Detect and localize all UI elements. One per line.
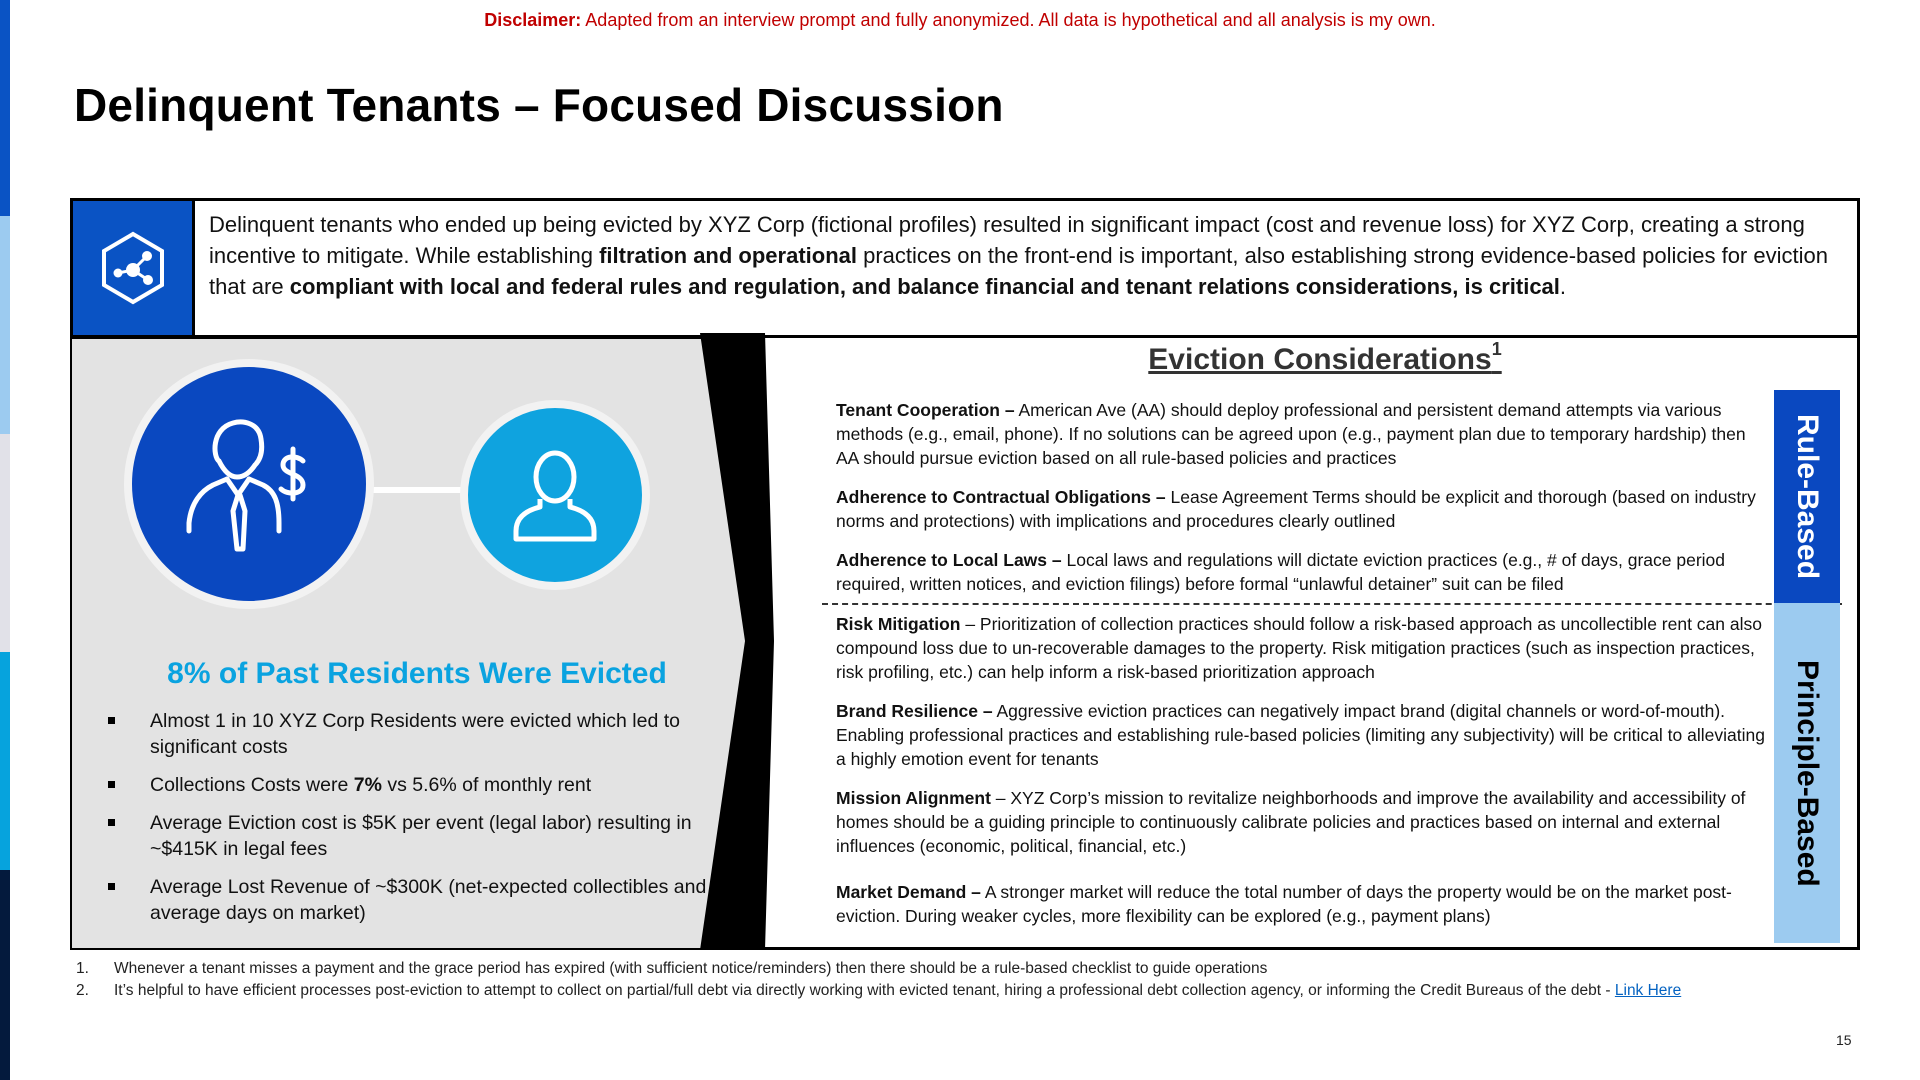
bullet-text: Average Eviction cost is $5K per event (legal labor) resulting in ~$415K in legal fees xyxy=(150,812,692,860)
page-title: Delinquent Tenants – Focused Discussion xyxy=(74,79,1004,131)
network-nodes-icon xyxy=(73,201,195,335)
footnote-link[interactable]: Link Here xyxy=(1614,982,1682,999)
disclaimer-text: Adapted from an interview prompt and fully anonymized. All data is hypothetical and all analysis is my own. xyxy=(581,10,1436,30)
consideration-title: Tenant Cooperation – xyxy=(836,400,1015,420)
person-icon xyxy=(460,400,650,590)
consideration-text: A stronger market will reduce the total number of days the property would be on the market post-eviction. During weaker cycles, more flexibility can be explored (e.g., payment plans) xyxy=(836,882,1732,926)
list-item xyxy=(108,708,728,760)
bullet-square-icon xyxy=(108,781,115,788)
page-number: 15 xyxy=(1836,1032,1852,1048)
footnote-text: Whenever a tenant misses a payment and the grace period has expired (with sufficient notice/reminders) then there should be a rule-based checklist to guide operations xyxy=(114,960,1268,977)
consideration-item xyxy=(836,880,1766,928)
consideration-title: Adherence to Local Laws – xyxy=(836,550,1062,570)
footnote-text: It’s helpful to have efficient processes post-eviction to attempt to collect on partial/full debt via directly working with evicted tenant, hiring a professional debt collection agency, or informing the Credit Bureaus of the debt - xyxy=(114,982,1615,999)
footnote xyxy=(76,980,1681,1002)
disclaimer xyxy=(0,10,1920,31)
consideration-title: Market Demand – xyxy=(836,882,981,902)
rule-based-band xyxy=(1774,390,1840,603)
businessman-dollar-icon xyxy=(124,359,374,609)
list-item xyxy=(108,772,728,798)
stats-bullet-list xyxy=(108,708,728,938)
consideration-text: – Prioritization of collection practices should follow a risk-based approach as uncollectible rent can also compound loss due to un-recoverable damages to the property. Risk mitigation practices (such as inspection practices, risk profiling, etc.) can help inform a risk-based prioritization approach xyxy=(836,614,1762,682)
list-item xyxy=(108,810,728,862)
footnotes xyxy=(76,958,1681,1002)
consideration-title: Risk Mitigation xyxy=(836,614,961,634)
side-strip-segment xyxy=(0,652,10,870)
consideration-text: Lease Agreement Terms should be explicit and thorough (based on industry norms and protections) with implications and procedures clearly outlined xyxy=(836,487,1756,531)
intro-text-part: practices on the front-end is important, also establishing strong evidence-based policies for eviction that are xyxy=(209,243,1828,299)
rule-based-label: Rule-Based xyxy=(1791,413,1824,580)
consideration-title: Mission Alignment xyxy=(836,788,991,808)
principle-based-band xyxy=(1774,603,1840,943)
intro-box xyxy=(70,198,1860,338)
bullet-text: Almost 1 in 10 XYZ Corp Residents were evicted which led to significant costs xyxy=(150,710,680,758)
principle-based-label: Principle-Based xyxy=(1791,659,1824,887)
consideration-item xyxy=(836,786,1766,858)
disclaimer-label: Disclaimer: xyxy=(484,10,582,30)
side-strip-segment xyxy=(0,0,10,216)
icon-connector-line xyxy=(372,487,464,493)
consideration-text: – XYZ Corp’s mission to revitalize neighborhoods and improve the availability and accessibility of homes should be a guiding principle to continuously calibrate policies and practices based on internal and external influences (economic, political, financial, etc.) xyxy=(836,788,1746,856)
intro-text-part: . xyxy=(1559,274,1567,299)
footnote-number: 2. xyxy=(76,982,89,999)
rule-principle-divider xyxy=(822,603,1842,605)
considerations-heading-text: Eviction Considerations xyxy=(1148,343,1492,376)
list-item xyxy=(108,874,728,926)
bullet-square-icon xyxy=(108,819,115,826)
side-strip-segment xyxy=(0,434,10,652)
bullet-text-bold: 7% xyxy=(353,774,382,796)
consideration-item xyxy=(836,699,1766,771)
footnote-number: 1. xyxy=(76,960,89,977)
intro-text xyxy=(195,201,1857,335)
bullet-text: Average Lost Revenue of ~$300K (net-expected collectibles and average days on market) xyxy=(150,876,707,924)
consideration-item xyxy=(836,612,1766,684)
bullet-text: vs 5.6% of monthly rent xyxy=(381,774,592,796)
bullet-square-icon xyxy=(108,717,115,724)
consideration-text: Local laws and regulations will dictate eviction practices (e.g., # of days, grace period required, written notices, and eviction filings) before formal “unlawful detainer” suit can be filed xyxy=(836,550,1726,594)
bullet-text: Collections Costs were xyxy=(150,774,354,796)
considerations-heading xyxy=(800,339,1850,377)
consideration-text: Aggressive eviction practices can negatively impact brand (digital channels or word-of-mouth). Enabling professional practices and establishing rule-based policies (limiting any subjectivity) will be critical to alleviating a highly emotion event for tenants xyxy=(836,701,1765,769)
intro-text-bold: filtration and operational xyxy=(599,243,857,268)
intro-text-bold: compliant with local and federal rules and regulation, and balance financial and tenant relations considerations, is critical xyxy=(289,274,1560,299)
consideration-title: Adherence to Contractual Obligations – xyxy=(836,487,1166,507)
footnote-ref: 1 xyxy=(1491,339,1502,359)
side-strip-segment xyxy=(0,216,10,434)
bullet-square-icon xyxy=(108,883,115,890)
footnote xyxy=(76,958,1681,980)
consideration-item xyxy=(836,398,1766,470)
consideration-text: American Ave (AA) should deploy professional and persistent demand attempts via various methods (e.g., email, phone). If no solutions can be agreed upon (e.g., payment plan due to temporary hardship) then AA should pursue eviction based on all rule-based policies and practices xyxy=(836,400,1746,468)
intro-text-part: Delinquent tenants who ended up being evicted by XYZ Corp (fictional profiles) resulted in significant impact (cost and revenue loss) for XYZ Corp, creating a strong incentive to mitigate. While establishing xyxy=(209,212,1805,268)
consideration-item xyxy=(836,548,1766,596)
side-strip-segment xyxy=(0,870,10,1080)
consideration-item xyxy=(836,485,1766,533)
eviction-stat-headline: 8% of Past Residents Were Evicted xyxy=(167,657,667,690)
consideration-title: Brand Resilience – xyxy=(836,701,993,721)
